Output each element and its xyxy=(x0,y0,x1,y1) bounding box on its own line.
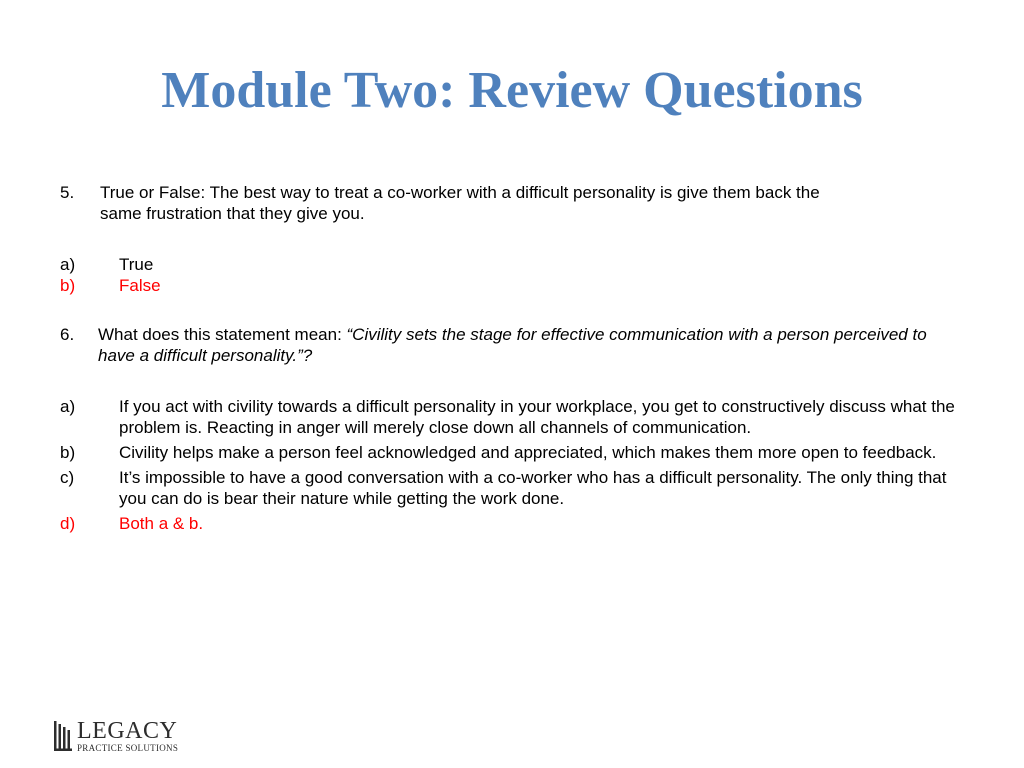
logo-sub-text: PRACTICE SOLUTIONS xyxy=(77,742,179,753)
option-letter: c) xyxy=(60,468,75,487)
question-quote: “Civility sets the stage for effective communication with a person perceived to have a difficult personality.”? xyxy=(98,325,927,365)
option-text: If you act with civility towards a difficult personality in your workplace, you get to constructively discuss what the problem is. Reacting in anger will merely close down all channels of communication. xyxy=(119,397,955,437)
option-letter: a) xyxy=(60,255,76,274)
logo-main-text: LEGACY xyxy=(77,717,178,744)
option-text: True xyxy=(119,255,154,274)
logo-wordmark xyxy=(77,719,178,754)
question-text xyxy=(100,182,960,203)
question-number: 5. xyxy=(60,183,75,202)
question-5 xyxy=(60,182,960,203)
question-prefix: What does this statement mean: xyxy=(98,325,347,344)
option-letter: d) xyxy=(60,514,76,533)
answer-option-correct xyxy=(60,275,960,296)
question-text-line: True or False: The best way to treat a co-worker with a difficult personality is give them back the xyxy=(100,183,820,202)
option-text: It’s impossible to have a good conversation with a co-worker who has a difficult personality. The only thing that you can do is bear their nature while getting the work done. xyxy=(119,468,947,508)
option-text: Civility helps make a person feel acknowledged and appreciated, which makes them more open to feedback. xyxy=(119,443,937,462)
answer-option xyxy=(60,467,960,509)
answer-option xyxy=(60,254,960,275)
question-5-continuation xyxy=(60,203,960,224)
option-text: False xyxy=(119,276,161,295)
slide-body xyxy=(60,182,960,534)
question-text xyxy=(98,324,960,366)
answer-option xyxy=(60,442,960,463)
option-text: Both a & b. xyxy=(119,514,204,533)
question-text-line: same frustration that they give you. xyxy=(100,204,365,223)
slide-title: Module Two: Review Questions xyxy=(161,62,863,119)
question-number: 6. xyxy=(60,325,75,344)
company-logo xyxy=(53,717,178,755)
option-letter: a) xyxy=(60,397,76,416)
option-letter: b) xyxy=(60,276,76,295)
answer-option-correct xyxy=(60,513,960,534)
logo-bars-icon xyxy=(53,719,73,753)
option-letter: b) xyxy=(60,443,76,462)
answer-option xyxy=(60,396,960,438)
question-6 xyxy=(60,324,960,366)
